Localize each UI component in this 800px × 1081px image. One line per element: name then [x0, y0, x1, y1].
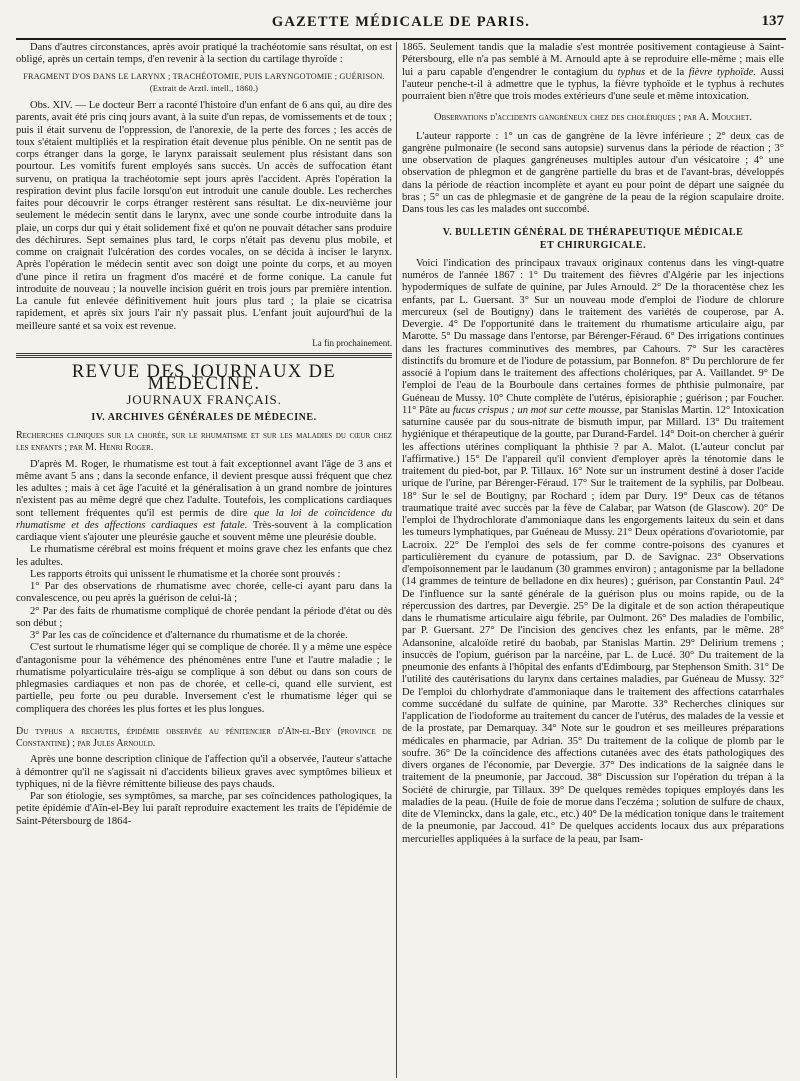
section-v-line-1: V. BULLETIN GÉNÉRAL DE THÉRAPEUTIQUE MÉDICALE — [442, 227, 744, 239]
roger-article-title: Recherches cliniques sur la chorée, sur le rhumatisme et sur les maladies du cœur chez les enfants ; par M. Henri Roger. — [16, 430, 392, 454]
cont-text-b: et de la — [649, 66, 685, 78]
fragment-source: (Extrait de Arztl. intell., 1860.) — [149, 83, 259, 93]
section-iv-heading: IV. ARCHIVES GÉNÉRALES DE MÉDECINE. — [91, 411, 317, 423]
gangrene-paragraph: L'auteur rapporte : 1° un cas de gangrène de la lèvre inférieure ; 2° deux cas de gangrène pulmonaire (le second sans autopsie) survenus dans la période de réaction ; 3° une observation de plaques gangréneuses multiples autour d'un vésicatoire ; 4° une observation de phlegmon et de gangrène partielle du bras et de l'avant-bras, développés dans la période de réaction incomplète et ayant eu pour point de départ une saignée du bras ; 5° un cas de phlegmasie et de gangrène de la peau de la région scapulaire droite. Dans tous les cas les malades ont succombé. — [402, 130, 784, 215]
roger-text-a: D'après M. Roger, le rhumatisme est tout à fait exceptionnel avant l'âge de 3 ans et même avant 5 ans ; dans la seconde enfance, il devient presque aussi fréquent que chez les adultes ; mais à cet âge l'acuité et la généralisation à un grand nombre de jointures n'existent pas au même degré que chez l'adulte. Toutefois, les complications cardiaques sont tellement fréquentes qu'il est permis de dire — [16, 458, 392, 519]
separator-line — [16, 353, 392, 354]
typhus-paragraph-2: Par son étiologie, ses symptômes, sa marche, par ses coïncidences pathologiques, la petite épidémie d'Aïn-el-Bey lui paraît reproduire exactement les traits de l'épidémie de Saint-Pétersbourg de 1864- — [16, 791, 392, 827]
right-column — [402, 42, 784, 1078]
section-v-line-2: ET CHIRURGICALE. — [539, 239, 647, 251]
roger-text-b: Très-souvent à la complication cardiaque vient s'ajouter une pleurésie gauche et souvent même une pleurésie double. — [16, 519, 392, 543]
typhus-article-title: Du typhus a rechutes, épidémie observée au pénitencier d'Aïn-el-Bey (province de Constantine) ; par Jules Arnould. — [16, 725, 392, 749]
cont-text-c: Aussi l'auteur penche-t-il à admettre que le typhus, la fièvre typhoïde et le typhus à rechutes pourraient bien n'être que trois modes extérieurs d'une seule et même intoxication. — [402, 66, 784, 102]
observation-xiv: Obs. XIV. — Le docteur Berr a raconté l'histoire d'un enfant de 6 ans qui, au dire des parents, avait été pris cinq jours avant, à la suite d'un repas, de vomissements et de toux ; puis il était survenu de l'oppression, de l'anorexie, de la perte des forces ; les accès de toux s'étaient multipliés et la respiration était devenue plus pénible. On ne sentit pas de corps étranger dans la gorge, le larynx paraissait seulement plus résistant dans son pourtour. Les vomitifs furent employés sans succès. Un accès de suffocation étant survenu, on pratiqua la trachéotomie sept jours après l'accident. Après l'opération la respiration devint plus facile lorsqu'on eut introduit une canule double. Les recherches faites pour découvrir le corps étranger restèrent sans résultat. Le dix-neuvième jour seulement le médecin sentit dans le larynx, avec une sonde courbe introduite dans la plaie, un corps dur qui y était solidement fixé et qu'on ne pouvait détacher sans produire des déchirures. Sept semaines plus tard, le corps n'était pas devenu plus mobile, et comme on craignait l'ulcération des cordes vocales, on se décida à inciser le larynx. Après l'opération le médecin sentit avec son doigt une pointe du corps, et au moyen d'une pince il retira un fragment d'os macéré et de forme conique. La canule fut introduite de nouveau ; la nouvelle incision guérit en trois jours par première intention. La canule fut enlevée définitivement huit jours plus tard ; la plaie se cicatrisa rapidement, et après six jours l'air n'y passait plus. L'enfant jouit aujourd'hui de la meilleure santé et sa voix est revenue. — [16, 100, 392, 332]
bulletin-italic: fucus crispus ; un mot sur cette mousse, — [452, 404, 623, 416]
journaux-heading: JOURNAUX FRANÇAIS. — [126, 391, 282, 407]
roger-paragraph-2: Le rhumatisme cérébral est moins fréquent et moins grave chez les enfants que chez les adultes. — [16, 544, 392, 568]
journal-title: GAZETTE MÉDICALE DE PARIS. — [271, 14, 531, 30]
separator-double-line — [16, 355, 392, 358]
bulletin-text-b: par Stanislas Martin. 12° Intoxication saturnine causée par du sous-nitrate de bismuth impur, par Millard. 13° Du traitement hygiénique et thérapeutique de la goutte, par Durand-Fardel. 14° Doit-on chercher à guérir les affections utérines compliquant la phthisie ? par A. Malot. (L'auteur conclut par l'affirmative.) 15° De l'appareil qu'il convient d'employer après la ténotomie dans le traitement du pied-bot, par P. Tillaux. 16° Note sur un instrument destiné à doser l'acide urique de l'urine, par Bérenger-Féraud. 17° Sur le traitement de la syphilis, par Dolbeau. 18° Sur le sel de Boutigny, par Rochard ; idem par Dury. 19° Deux cas de tétanos traumatique traité avec succès par la fève de Calabar, par Watson (de Glascow). 20° De l'emploi de l'hydrochlorate d'ammoniaque dans les engorgements laiteux du sein et dans les tumeurs lymphatiques, par Guéneau de Mussy. 21° Deux opérations d'ovariotomie, par Lacroix. 22° De l'emploi des sels de fer comme contre-poisons des cyanures et particulièrement du cyanure de potassium, par D. de Savignac. 23° Observations d'empoisonnement par le laudanum (30 grammes environ) ; antagonisme par la belladone (14 grammes de teinture de belladone en dix heures) ; guérison, par Constantin Paul. 24° De l'influence sur la santé générale de la guérison plus ou moins rapide, ou de la répercussion des dartres, par Devergie. 25° De la digitale et de son action thérapeutique dans le rhumatisme articulaire aigu fébrile, par Oulmont. 26° Des maladies de l'ombilic, par P. Guersant. 27° De l'incision des gencives chez les enfants, par le même. 28° Adansonine, alcaloïde retiré du baobab, par Stanislas Martin. 29° Delirium tremens ; insuccès de l'opium, guérison par la narcéine, par L. de Lucé. 30° Du traitement de la pneumonie des enfants à l'hôpital des enfants d'Edimbourg, par Stephenson Smith. 31° De l'utilité des cautérisations du larynx dans certaines maladies, par Guéneau de Mussy. 32° De l'emploi du chlorhydrate d'ammoniaque dans le traitement des affections catarrhales comme succédané du sulfate de quinine, par Marotte. 33° Recherches cliniques sur l'application de l'iodoforme au traitement du cancer de l'utérus, des malades de la vessie et de la prostate, par Demarquay. 34° Note sur le goudron et ses meilleures préparations médicales en pharmacie, par Adrian. 35° Du traitement de la colique de plomb par le soufre. 36° De la coïncidence des affections cutanées avec des états pathologiques des divers organes de l'économie, par Devergie. 37° Des indications de la saignée dans le traitement de la pneumonie, par Jaccoud. 38° Discussion sur l'opération du trépan à la Société de chirurgie, par Tillaux. 39° De quelques remèdes topiques employés dans les maladies de la peau. (Huile de foie de morue dans l'eczéma ; solution de sulfure de chaux, dite de Vleminckx, dans la gale, etc., etc.) 40° De la médication tonique dans le traitement de la pneumonie, par Jaccoud. 41° De quelques accidents locaux dus aux préparations mercurielles appliquées à la surface de la peau, par Isam- — [402, 404, 784, 845]
column-divider — [396, 42, 397, 1078]
roger-list-item-2: 2° Par des faits de rhumatisme compliqué de chorée pendant la période d'état ou dès son début ; — [16, 605, 392, 629]
roger-paragraph-3: Les rapports étroits qui unissent le rhumatisme et la chorée sont prouvés : — [30, 568, 341, 580]
typhus-continuation — [402, 42, 784, 103]
revue-heading: REVUE DES JOURNAUX DE MÉDECINE. — [71, 362, 337, 395]
cont-text-a: 1865. Seulement tandis que la maladie s'est montrée positivement contagieuse à Saint-Pétersbourg, elle n'a pas semblé à M. Arnould apte à se reproduire elle-même ; mais elle lui a paru capable d'engendrer le contagium du — [402, 42, 784, 78]
bulletin-text-a: Voici l'indication des principaux travaux originaux contenus dans les vingt-quatre numéros de l'année 1867 : 1° Du traitement des fièvres d'Algérie par les injections hypodermiques de sulfate de quinine, par Jules Arnould. 2° De la thoracentèse chez les enfants, par L. Guersant. 3° Sur un nouveau mode d'emploi de l'iodure de chlorure mercureux (sel de Boutigny) dans le traitement des variétés de couperose, par A. Devergie. 4° De l'opportunité dans le traitement du rhumatisme articulaire aigu, par Marotte. 5° Du massage dans l'entorse, par Bérenger-Féraud. 6° Des irrigations continues dans les fractures comminutives des membres, par Cahours. 7° Sur les caractères distinctifs du bromure et de l'iodure de potassium, par Bonnefon. 8° Du perchlorure de fer associé à l'opium dans le traitement des affections cholériques, par A. Vaillandet. 9° De l'emploi de l'eau de la Bourboule dans certaines formes de phthisie pulmonaire, par Guéneau de Mussy. 10° Chute complète de l'utérus, épisioraphie ; guérison ; par Foucher. 11° Pâte au — [402, 257, 784, 416]
gangrene-article-title: Observations d'accidents gangréneux chez des cholériques ; par A. Mouchet. — [433, 112, 752, 124]
roger-paragraph-1 — [16, 459, 392, 545]
roger-list-item-3: 3° Par les cas de coïncidence et d'alternance du rhumatisme et de la chorée. — [30, 630, 348, 641]
roger-paragraph-4: C'est surtout le rhumatisme léger qui se complique de chorée. Il y a même une espèce d'antagonisme pour la véhémence des phénomènes entre l'une et l'autre maladie ; le rhumatisme polyarticulaire très-aigu se complique à son début ou dans son cours de phlegmasies cardiaques et non pas de chorée, et celle-ci, quand elle survient, est partielle, peu forte ou peu durable. Inversement c'est le rhumatisme léger qui se compliquera des chorées les plus fortes et les plus longues. — [16, 642, 392, 715]
fragment-title: FRAGMENT D'OS DANS LE LARYNX ; TRACHÉOTOMIE, PUIS LARYNGOTOMIE ; GUÉRISON. — [23, 71, 385, 81]
cont-italic-2: fièvre typhoïde. — [688, 66, 756, 78]
typhus-paragraph-1: Après une bonne description clinique de l'affection qu'il a observée, l'auteur s'attache à démontrer qu'il ne s'agissait ni d'accidents bilieux graves avec symptômes bilieux et typhiques, ni de la fièvre rémittente bilieuse des pays chauds. — [16, 754, 392, 790]
bulletin-paragraph — [402, 258, 784, 846]
section-v-heading — [402, 227, 784, 252]
cont-italic-1: typhus — [617, 66, 646, 78]
roger-italic: que la loi de coïncidence du rhumatisme et des affections cardiaques est fatale. — [16, 507, 392, 531]
page-number: 137 — [761, 13, 784, 29]
fragment-heading — [16, 71, 392, 96]
to-be-continued: La fin prochainement. — [312, 337, 392, 348]
intro-paragraph: Dans d'autres circonstances, après avoir pratiqué la trachéotomie sans résultat, on est obligé, après un certain temps, d'en revenir à la section du cartilage thyroïde : — [16, 42, 392, 66]
left-column — [16, 42, 392, 1078]
roger-list-item-1: 1° Par des observations de rhumatisme avec chorée, celle-ci ayant paru dans la convalescence, ou peu après la guérison de celui-là ; — [16, 581, 392, 605]
page-header — [16, 8, 786, 40]
